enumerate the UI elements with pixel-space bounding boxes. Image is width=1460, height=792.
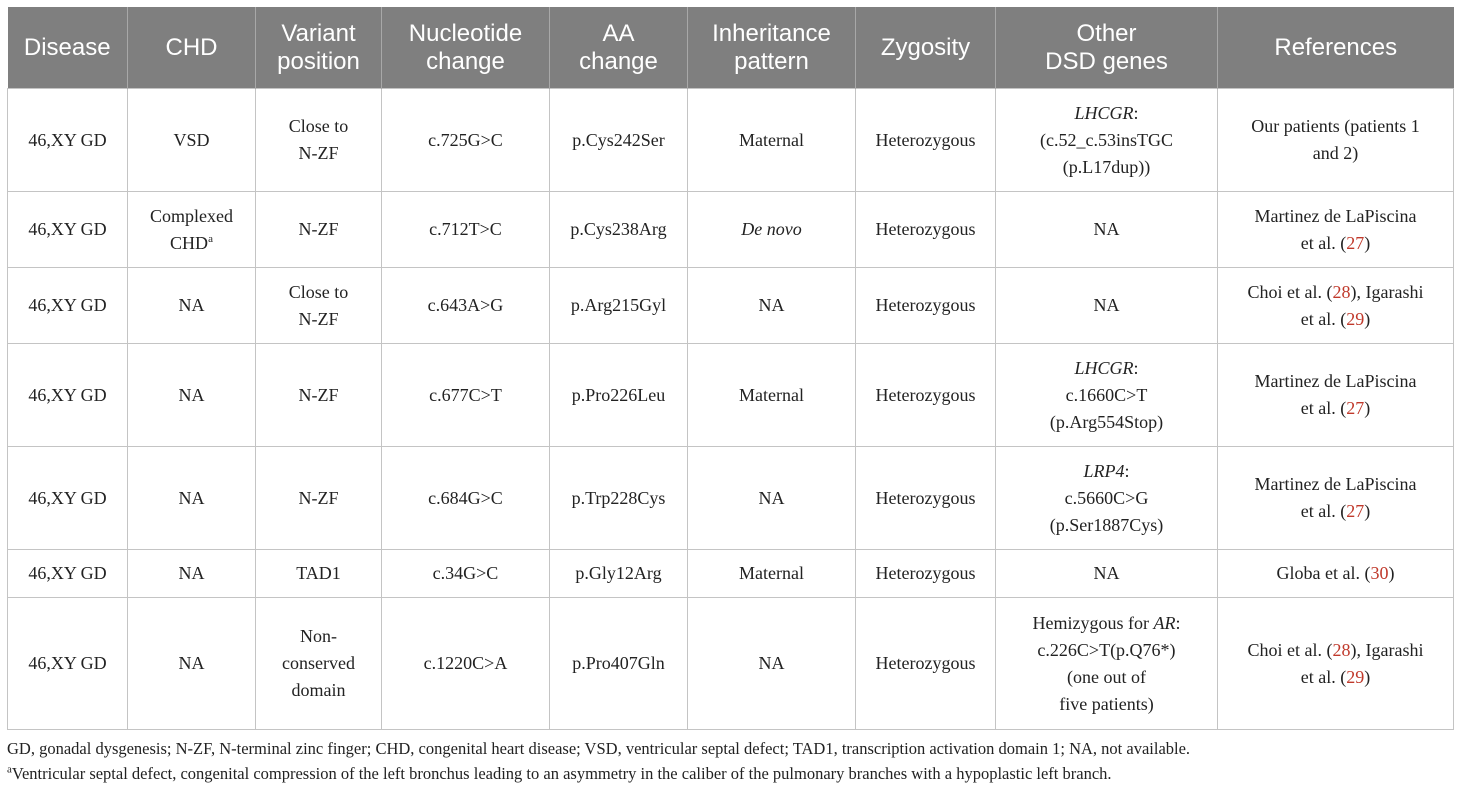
cell-other-dsd-genes: NA: [996, 268, 1218, 344]
table-row: [8, 447, 1454, 550]
cell-other-dsd-genes: LHCGR: c.1660C>T (p.Arg554Stop): [996, 344, 1218, 447]
cell-other-dsd-genes: Hemizygous for AR: c.226C>T(p.Q76*) (one out of five patients): [996, 598, 1218, 730]
cell-references: Choi et al. (28), Igarashi et al. (29): [1218, 268, 1454, 344]
cell-disease: 46,XY GD: [8, 550, 128, 598]
cell-chd: NA: [128, 550, 256, 598]
reference-link[interactable]: 30: [1370, 563, 1389, 583]
cell-variant-position: Non- conserved domain: [256, 598, 382, 730]
cell-nucleotide-change: c.725G>C: [382, 89, 550, 192]
reference-link[interactable]: 27: [1346, 501, 1365, 521]
header-variant-position: Variant position: [256, 7, 382, 89]
cell-disease: 46,XY GD: [8, 192, 128, 268]
cell-references: Choi et al. (28), Igarashi et al. (29): [1218, 598, 1454, 730]
reference-link[interactable]: 27: [1346, 398, 1365, 418]
cell-other-dsd-genes: LHCGR: (c.52_c.53insTGC (p.L17dup)): [996, 89, 1218, 192]
cell-zygosity: Heterozygous: [856, 192, 996, 268]
cell-zygosity: Heterozygous: [856, 268, 996, 344]
variants-table: [7, 7, 1454, 730]
cell-chd: VSD: [128, 89, 256, 192]
superscript-note: $^a$Ventricular septal defect, congenital compression of the left bronchus leading to an asymmetry in the caliber of the pulmonary branches with a hypoplastic left branch.: [7, 763, 1112, 783]
cell-references: Martinez de LaPiscina et al. (27): [1218, 192, 1454, 268]
cell-chd: NA: [128, 598, 256, 730]
reference-link[interactable]: 29: [1346, 308, 1365, 329]
cell-chd: NA: [128, 447, 256, 550]
cell-disease: 46,XY GD: [8, 598, 128, 730]
abbreviations-note: GD, gonadal dysgenesis; N-ZF, N-terminal zinc finger; CHD, congenital heart disease; VSD, ventricular septal defect; TAD1, transcription activation domain 1; NA, not available.: [7, 739, 1191, 758]
table-row: [8, 89, 1454, 192]
cell-inheritance: Maternal: [688, 550, 856, 598]
header-chd: CHD: [128, 7, 256, 89]
cell-nucleotide-change: c.712T>C: [382, 192, 550, 268]
cell-zygosity: Heterozygous: [856, 550, 996, 598]
cell-variant-position: N-ZF: [256, 447, 382, 550]
table-row: [8, 192, 1454, 268]
cell-aa-change: p.Arg215Gyl: [550, 268, 688, 344]
variants-table-container: [7, 7, 1453, 730]
cell-chd: NA: [128, 268, 256, 344]
cell-zygosity: Heterozygous: [856, 447, 996, 550]
cell-variant-position: Close to N-ZF: [256, 268, 382, 344]
reference-link[interactable]: 29: [1346, 666, 1365, 687]
cell-variant-position: N-ZF: [256, 192, 382, 268]
header-aa-change: AA change: [550, 7, 688, 89]
table-row: [8, 598, 1454, 730]
cell-zygosity: Heterozygous: [856, 344, 996, 447]
header-row: [8, 7, 1454, 89]
cell-disease: 46,XY GD: [8, 268, 128, 344]
cell-aa-change: p.Gly12Arg: [550, 550, 688, 598]
header-other-dsd-genes: Other DSD genes: [996, 7, 1218, 89]
cell-variant-position: N-ZF: [256, 344, 382, 447]
cell-inheritance: Maternal: [688, 89, 856, 192]
footnote-marker: a: [208, 232, 213, 245]
cell-references: Globa et al. (30): [1218, 550, 1454, 598]
table-row: [8, 268, 1454, 344]
cell-nucleotide-change: c.677C>T: [382, 344, 550, 447]
reference-link[interactable]: 28: [1332, 281, 1351, 302]
cell-inheritance: De novo: [688, 192, 856, 268]
cell-chd: NA: [128, 344, 256, 447]
cell-references: Our patients (patients 1 and 2): [1218, 89, 1454, 192]
cell-aa-change: p.Pro226Leu: [550, 344, 688, 447]
cell-aa-change: p.Cys242Ser: [550, 89, 688, 192]
table-row: [8, 550, 1454, 598]
cell-aa-change: p.Pro407Gln: [550, 598, 688, 730]
cell-other-dsd-genes: LRP4: c.5660C>G (p.Ser1887Cys): [996, 447, 1218, 550]
table-footnotes: [7, 736, 1453, 786]
cell-other-dsd-genes: NA: [996, 550, 1218, 598]
cell-variant-position: TAD1: [256, 550, 382, 598]
cell-inheritance: Maternal: [688, 344, 856, 447]
cell-disease: 46,XY GD: [8, 344, 128, 447]
cell-zygosity: Heterozygous: [856, 598, 996, 730]
header-nucleotide-change: Nucleotide change: [382, 7, 550, 89]
cell-nucleotide-change: c.1220C>A: [382, 598, 550, 730]
cell-inheritance: NA: [688, 598, 856, 730]
cell-variant-position: Close to N-ZF: [256, 89, 382, 192]
cell-inheritance: NA: [688, 268, 856, 344]
cell-zygosity: Heterozygous: [856, 89, 996, 192]
reference-link[interactable]: 28: [1332, 639, 1351, 660]
cell-chd: Complexed CHD$^a$: [128, 192, 256, 268]
reference-link[interactable]: 27: [1346, 232, 1365, 253]
cell-aa-change: p.Trp228Cys: [550, 447, 688, 550]
cell-nucleotide-change: c.643A>G: [382, 268, 550, 344]
cell-inheritance: NA: [688, 447, 856, 550]
table-row: [8, 344, 1454, 447]
cell-references: Martinez de LaPiscina et al. (27): [1218, 447, 1454, 550]
cell-nucleotide-change: c.684G>C: [382, 447, 550, 550]
cell-other-dsd-genes: NA: [996, 192, 1218, 268]
header-inheritance-pattern: Inheritance pattern: [688, 7, 856, 89]
cell-disease: 46,XY GD: [8, 447, 128, 550]
header-disease: Disease: [8, 7, 128, 89]
cell-references: Martinez de LaPiscina et al. (27): [1218, 344, 1454, 447]
cell-nucleotide-change: c.34G>C: [382, 550, 550, 598]
cell-disease: 46,XY GD: [8, 89, 128, 192]
cell-aa-change: p.Cys238Arg: [550, 192, 688, 268]
header-references: References: [1218, 7, 1454, 89]
header-zygosity: Zygosity: [856, 7, 996, 89]
